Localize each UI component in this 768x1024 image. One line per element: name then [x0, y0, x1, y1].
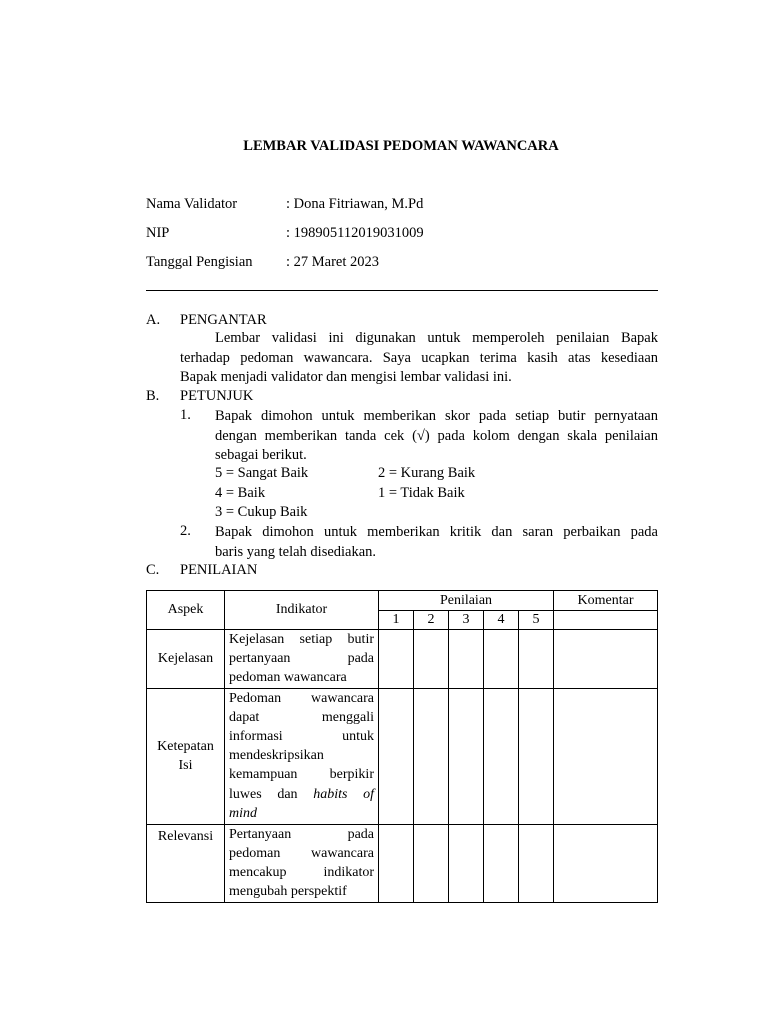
paragraph-line: Bapak dimohon untuk memberikan kritik dan saran perbaikan pada [215, 524, 658, 540]
scale-3: 3 = Cukup Baik [215, 504, 308, 520]
indikator-line: dapat menggali [229, 709, 374, 725]
section-b-title: PETUNJUK [180, 388, 254, 404]
section-a-letter: A. [146, 312, 161, 328]
instruction-1-number: 1. [180, 407, 191, 423]
indikator-line: mengubah perspektif [229, 884, 347, 900]
validator-name-value: : Dona Fitriawan, M.Pd [286, 196, 424, 212]
validator-name-label: Nama Validator [146, 196, 238, 212]
aspek-cell: Kejelasan [147, 630, 225, 689]
section-c-title: PENILAIAN [180, 562, 258, 578]
header-score-5: 5 [519, 611, 554, 630]
score-cell-5[interactable] [519, 688, 554, 824]
score-cell-1[interactable] [379, 824, 414, 902]
header-score-2: 2 [414, 611, 449, 630]
instruction-2-number: 2. [180, 523, 191, 539]
header-score-3: 3 [449, 611, 484, 630]
aspek-line: Isi [178, 758, 193, 774]
paragraph-line: Lembar validasi ini digunakan untuk memperoleh penilaian Bapak [215, 330, 658, 346]
comment-cell[interactable] [554, 630, 658, 689]
indikator-cell [225, 688, 379, 824]
indikator-line: pedoman wawancara [229, 845, 374, 861]
date-value: : 27 Maret 2023 [286, 254, 380, 270]
score-cell-3[interactable] [449, 630, 484, 689]
paragraph-line: Bapak menjadi validator dan mengisi lembar validasi ini. [180, 369, 512, 385]
assessment-table [146, 590, 658, 903]
score-cell-4[interactable] [484, 688, 519, 824]
nip-value: : 198905112019031009 [286, 225, 424, 241]
indikator-line: Pertanyaan pada [229, 826, 374, 842]
paragraph-line: terhadap pedoman wawancara. Saya ucapkan terima kasih atas kesediaan [180, 349, 658, 366]
score-cell-2[interactable] [414, 824, 449, 902]
score-cell-4[interactable] [484, 630, 519, 689]
scale-5: 5 = Sangat Baik [215, 465, 309, 481]
scale-2: 2 = Kurang Baik [378, 465, 476, 481]
paragraph-line: baris yang telah disediakan. [215, 543, 377, 560]
table-row [147, 688, 658, 824]
indikator-italic: habits of [313, 786, 374, 802]
comment-cell[interactable] [554, 824, 658, 902]
header-indikator: Indikator [225, 591, 379, 630]
table-row [147, 824, 658, 902]
indikator-line: mencakup indikator [229, 865, 374, 881]
divider-line [146, 290, 658, 291]
header-aspek: Aspek [147, 591, 225, 630]
score-cell-1[interactable] [379, 688, 414, 824]
paragraph-line: dengan memberikan tanda cek (√) pada kolom dengan skala penilaian [215, 427, 658, 444]
indikator-line: kemampuan berpikir [229, 767, 374, 783]
score-cell-2[interactable] [414, 688, 449, 824]
indikator-cell [225, 630, 379, 689]
score-cell-5[interactable] [519, 824, 554, 902]
header-score-1: 1 [379, 611, 414, 630]
comment-cell[interactable] [554, 688, 658, 824]
indikator-line: Kejelasan setiap butir [229, 632, 374, 647]
indikator-line: pedoman wawancara [229, 670, 347, 686]
indikator-cell [225, 824, 379, 902]
table-row [147, 630, 658, 689]
page-title: LEMBAR VALIDASI PEDOMAN WAWANCARA [243, 138, 559, 154]
aspek-cell [147, 688, 225, 824]
indikator-italic: mind [229, 805, 257, 821]
scale-1: 1 = Tidak Baik [378, 485, 465, 501]
instruction-2-text [215, 523, 658, 562]
section-a-title: PENGANTAR [180, 312, 267, 328]
indikator-line: pertanyaan pada [229, 651, 374, 667]
header-score-4: 4 [484, 611, 519, 630]
section-c-letter: C. [146, 562, 160, 578]
indikator-line: Pedoman wawancara [229, 690, 374, 706]
date-label: Tanggal Pengisian [146, 254, 253, 270]
paragraph-line: sebagai berikut. [215, 447, 307, 463]
score-cell-5[interactable] [519, 630, 554, 689]
scale-4: 4 = Baik [215, 485, 266, 501]
aspek-cell: Relevansi [147, 824, 225, 902]
score-cell-2[interactable] [414, 630, 449, 689]
score-cell-3[interactable] [449, 688, 484, 824]
komentar-subheader-cell [554, 611, 658, 630]
indikator-line: informasi untuk [229, 729, 374, 745]
indikator-line [229, 804, 374, 823]
score-cell-3[interactable] [449, 824, 484, 902]
paragraph-line: Bapak dimohon untuk memberikan skor pada setiap butir pernyataan [215, 408, 658, 424]
header-penilaian: Penilaian [379, 591, 554, 611]
header-komentar: Komentar [554, 591, 658, 611]
indikator-line [229, 785, 374, 804]
section-a-paragraph [180, 329, 658, 388]
indikator-line: mendeskripsikan [229, 748, 324, 764]
section-b-letter: B. [146, 388, 160, 404]
score-cell-4[interactable] [484, 824, 519, 902]
instruction-1-text [215, 407, 658, 466]
nip-label: NIP [146, 225, 170, 241]
score-cell-1[interactable] [379, 630, 414, 689]
indikator-text: luwes dan [229, 786, 298, 802]
aspek-line: Ketepatan [157, 739, 214, 755]
